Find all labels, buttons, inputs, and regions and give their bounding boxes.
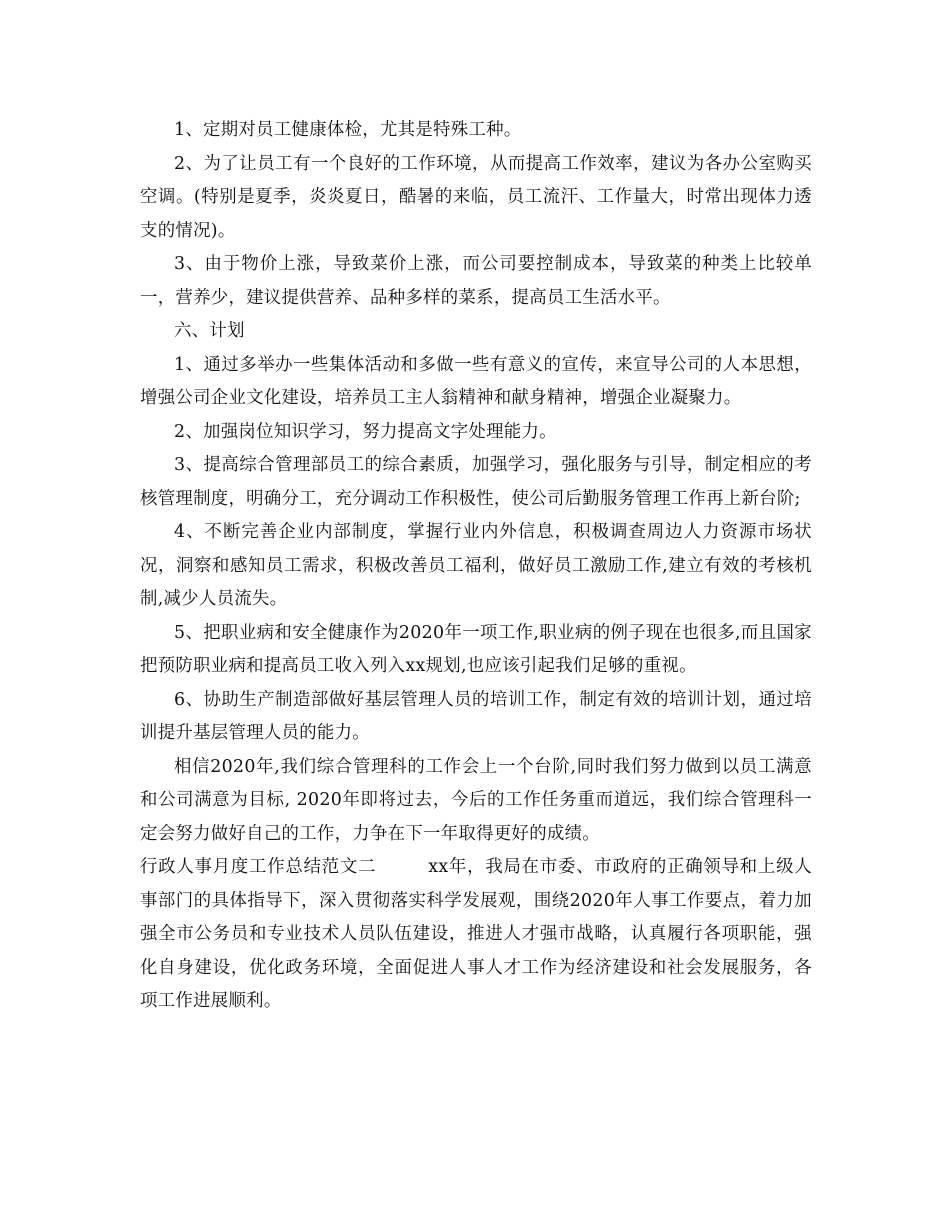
plan-item-1: 1、通过多举办一些集体活动和多做一些有意义的宣传，来宣导公司的人本思想，增强公司企业文化建设，培养员工主人翁精神和献身精神，增强企业凝聚力。 (140, 354, 812, 408)
paragraph-canteen-food: 3、由于物价上涨，导致菜价上涨，而公司要控制成本，导致菜的种类上比较单一，营养少，建议提供营养、品种多样的菜系，提高员工生活水平。 (140, 254, 812, 308)
plan-item-6: 6、协助生产制造部做好基层管理人员的培训工作，制定有效的培训计划，通过培训提升基层管理人员的能力。 (140, 689, 812, 743)
plan-item-5: 5、把职业病和安全健康作为2020年一项工作,职业病的例子现在也很多,而且国家把预防职业病和提高员工收入列入xx规划,也应该引起我们足够的重视。 (140, 622, 812, 676)
paragraph-health-checkup: 1、定期对员工健康体检，尤其是特殊工种。 (174, 120, 522, 140)
closing-paragraph: 相信2020年,我们综合管理科的工作会上一个台阶,同时我们努力做到以员工满意和公司满意为目标, 2020年即将过去，今后的工作任务重而道远，我们综合管理科一定会努力做好自己的工作，力争在下一年取得更好的成绩。 (140, 756, 812, 844)
plan-item-3: 3、提高综合管理部员工的综合素质，加强学习，强化服务与引导，制定相应的考核管理制度，明确分工，充分调动工作积极性，使公司后勤服务管理工作再上新台阶; (140, 455, 812, 509)
second-summary-paragraph (140, 851, 812, 1019)
plan-item-2: 2、加强岗位知识学习，努力提高文字处理能力。 (174, 421, 557, 442)
paragraph-air-conditioning: 2、为了让员工有一个良好的工作环境，从而提高工作效率，建议为各办公室购买空调。(特别是夏季，炎炎夏日，酷暑的来临，员工流汗、工作量大，时常出现体力透支的情况)。 (140, 153, 812, 241)
document-body (140, 114, 812, 1019)
section-title: 行政人事月度工作总结范文二 (140, 857, 377, 877)
section-body: xx年，我局在市委、市政府的正确领导和上级人事部门的具体指导下，深入贯彻落实科学发展观，围绕2020年人事工作要点，着力加强全市公务员和专业技术人员队伍建设，推进人才强市战略，认真履行各项职能，强化自身建设，优化政务环境，全面促进人事人才工作为经济建设和社会发展服务，各项工作进展顺利。 (140, 857, 812, 1011)
section-heading-plan: 六、计划 (174, 321, 245, 341)
plan-item-4: 4、不断完善企业内部制度，掌握行业内外信息，积极调查周边人力资源市场状况，洞察和感知员工需求，积极改善员工福利，做好员工激励工作,建立有效的考核机制,减少人员流失。 (140, 522, 812, 609)
